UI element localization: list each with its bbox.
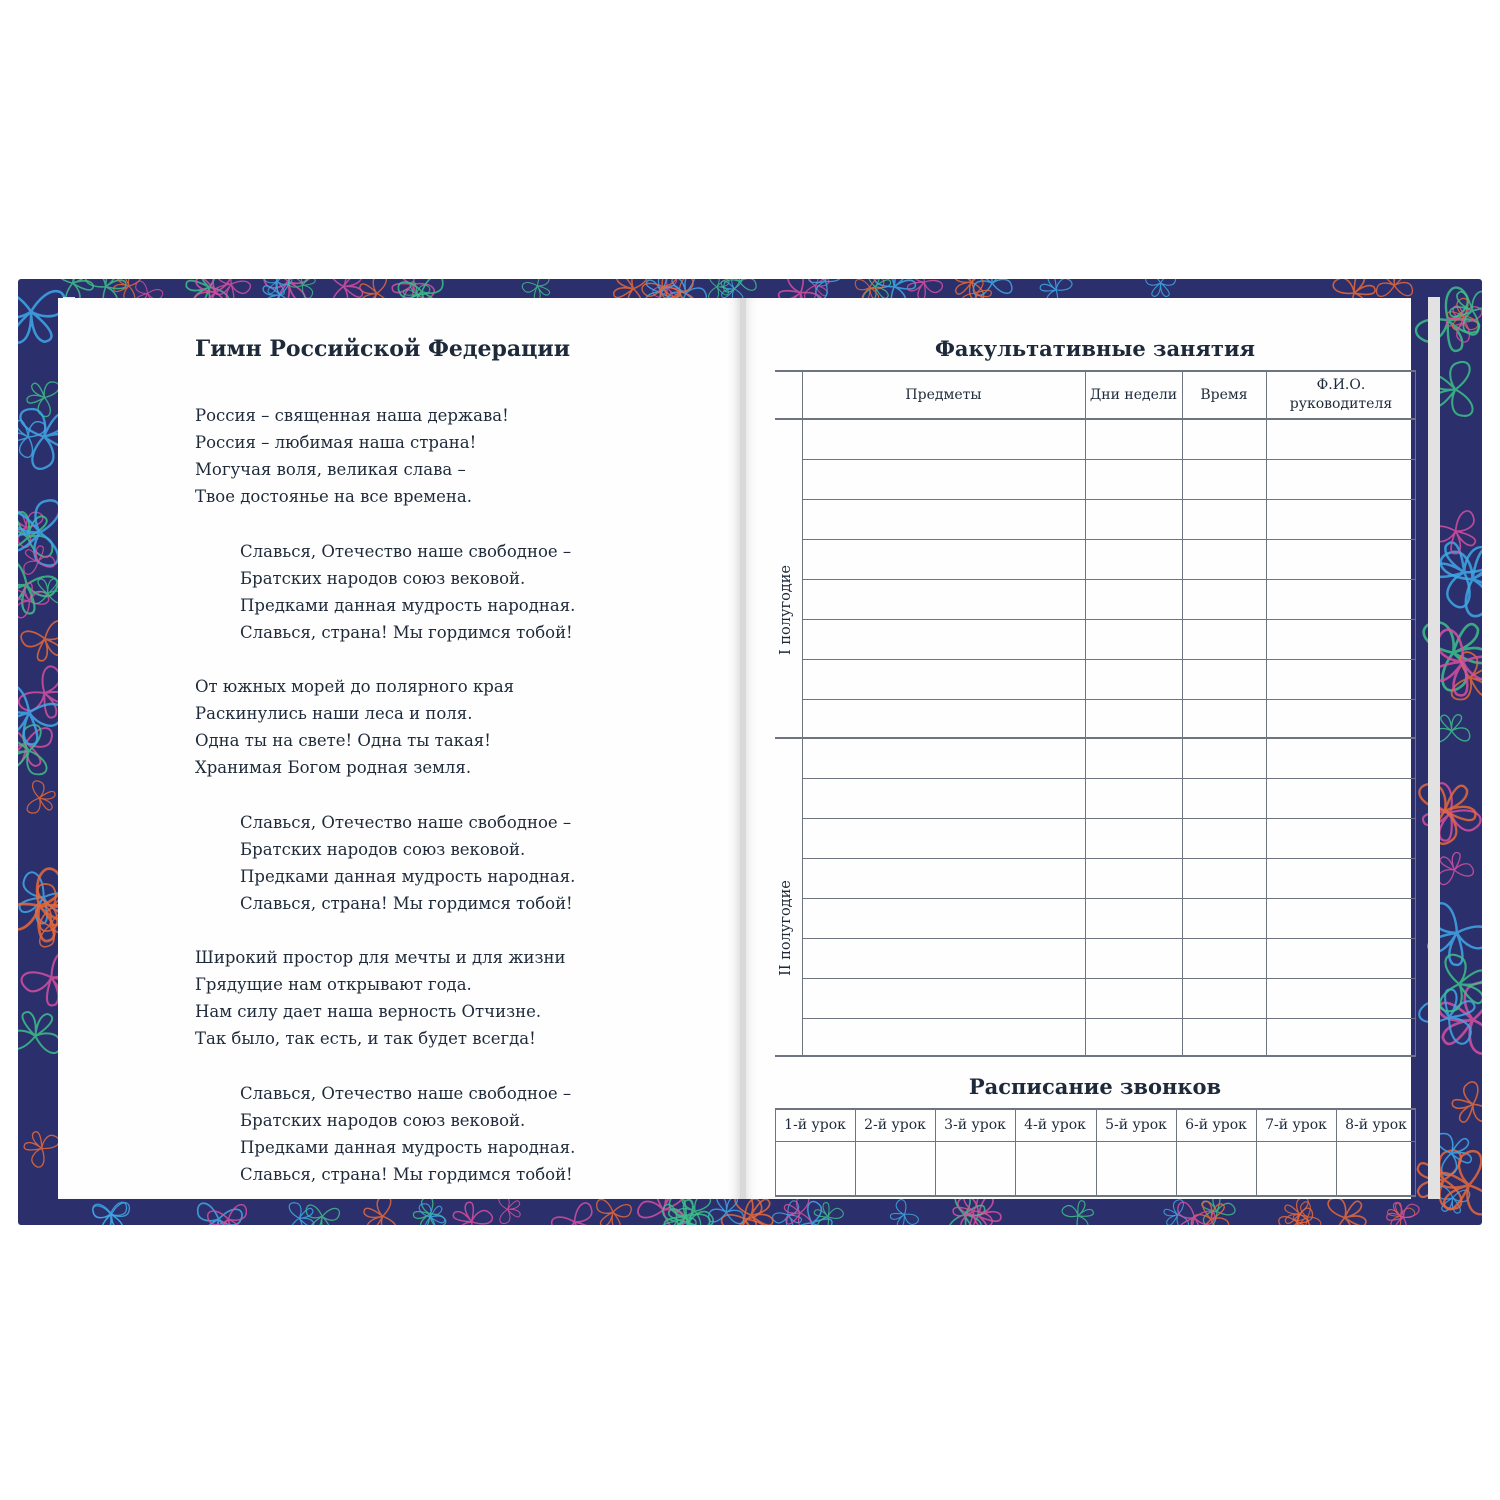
stanza-line: Твое достоянье на все времена. bbox=[195, 487, 472, 506]
butterfly-icon bbox=[550, 1201, 602, 1225]
bell-lesson-label: 7-й урок bbox=[1265, 1117, 1327, 1133]
stanza-line: Так было, так есть, и так будет всегда! bbox=[195, 1029, 536, 1048]
stanza-line: Предками данная мудрость народная. bbox=[240, 1138, 576, 1157]
butterfly-icon bbox=[1447, 1080, 1482, 1131]
stanza-line: Хранимая Богом родная земля. bbox=[195, 758, 472, 777]
bells-title: Расписание звонков bbox=[968, 1074, 1222, 1099]
stanza-line: Грядущие нам открывают года. bbox=[195, 975, 472, 994]
stanza-line: Братских народов союз вековой. bbox=[240, 840, 526, 859]
stanza-line: Братских народов союз вековой. bbox=[240, 1111, 526, 1130]
stanza-line: Нам силу дает наша верность Отчизне. bbox=[195, 1002, 542, 1021]
butterfly-icon bbox=[18, 499, 60, 566]
refrain-stanza bbox=[240, 538, 575, 646]
electives-title: Факультативные занятия bbox=[934, 336, 1256, 361]
table-row-line bbox=[802, 858, 1416, 859]
stanza-line: Славься, Отечество наше свободное – bbox=[240, 1084, 572, 1103]
table-row-line bbox=[802, 938, 1416, 939]
bell-lesson-label: 4-й урок bbox=[1024, 1117, 1086, 1133]
butterfly-icon bbox=[92, 1202, 129, 1225]
table-row-line bbox=[802, 499, 1416, 500]
verse-stanza bbox=[195, 673, 514, 781]
verse-stanza bbox=[195, 944, 566, 1052]
bell-lesson-label: 2-й урок bbox=[864, 1117, 926, 1133]
stanza-line: Славься, Отечество наше свободное – bbox=[240, 542, 572, 561]
butterfly-icon bbox=[885, 1198, 919, 1225]
stanza-line: Россия – священная наша держава! bbox=[195, 406, 509, 425]
electives-table bbox=[775, 370, 1416, 1057]
butterfly-icon bbox=[18, 1010, 63, 1053]
semester-divider bbox=[775, 737, 1416, 739]
table-top-border bbox=[775, 370, 1416, 372]
stanza-line: Одна ты на свете! Одна ты такая! bbox=[195, 731, 491, 750]
butterfly-icon bbox=[499, 1195, 521, 1224]
butterfly-icon bbox=[1289, 1201, 1322, 1225]
butterfly-icon bbox=[1145, 279, 1175, 297]
bell-lesson-label: 5-й урок bbox=[1105, 1117, 1167, 1133]
stanza-line: Славься, страна! Мы гордимся тобой! bbox=[240, 894, 573, 913]
table-row-line bbox=[802, 699, 1416, 700]
butterfly-icon bbox=[18, 1124, 61, 1169]
book-gutter bbox=[740, 298, 746, 1199]
table-row-line bbox=[802, 579, 1416, 580]
header-supervisor bbox=[1266, 376, 1416, 414]
header-days: Дни недели bbox=[1089, 387, 1178, 403]
table-row-line bbox=[802, 978, 1416, 979]
butterfly-icon bbox=[26, 780, 57, 817]
table-row-line bbox=[802, 898, 1416, 899]
butterfly-icon bbox=[361, 1195, 397, 1225]
butterfly-icon bbox=[1376, 279, 1413, 296]
refrain-stanza bbox=[240, 1080, 575, 1188]
semester-1-label: I полугодие bbox=[778, 565, 794, 655]
table-row-line bbox=[802, 659, 1416, 660]
table-column-line bbox=[1085, 370, 1086, 1057]
butterfly-icon bbox=[1414, 900, 1482, 974]
table-row-line bbox=[802, 539, 1416, 540]
anthem-title: Гимн Российской Федерации bbox=[195, 336, 571, 362]
butterfly-icon bbox=[193, 1202, 243, 1225]
bell-lesson-label: 6-й урок bbox=[1185, 1117, 1247, 1133]
butterfly-icon bbox=[304, 1205, 340, 1225]
stanza-line: Могучая воля, великая слава – bbox=[195, 460, 466, 479]
stanza-line: Широкий простор для мечты и для жизни bbox=[195, 948, 566, 967]
table-row-line bbox=[802, 778, 1416, 779]
butterfly-icon bbox=[445, 1196, 494, 1225]
butterfly-icon bbox=[1417, 772, 1482, 846]
table-row-line bbox=[802, 1018, 1416, 1019]
bell-lesson-label: 8-й урок bbox=[1345, 1117, 1407, 1133]
butterfly-icon bbox=[1412, 780, 1482, 851]
stanza-line: Россия – любимая наша страна! bbox=[195, 433, 477, 452]
stanza-line: Предками данная мудрость народная. bbox=[240, 596, 576, 615]
stanza-line: Братских народов союз вековой. bbox=[240, 569, 526, 588]
stanza-line: Славься, страна! Мы гордимся тобой! bbox=[240, 1165, 573, 1184]
table-bottom-border bbox=[775, 1055, 1416, 1057]
stanza-line: От южных морей до полярного края bbox=[195, 677, 515, 696]
table-column-line bbox=[1266, 370, 1267, 1057]
stanza-line: Раскинулись наши леса и поля. bbox=[195, 704, 473, 723]
table-column-line bbox=[1182, 370, 1183, 1057]
stanza-line: Предками данная мудрость народная. bbox=[240, 867, 576, 886]
table-row-line bbox=[802, 818, 1416, 819]
right-page-edge bbox=[1428, 297, 1440, 1199]
header-time: Время bbox=[1200, 387, 1248, 403]
header-supervisor-line1: Ф.И.О. bbox=[1316, 377, 1366, 393]
refrain-stanza bbox=[240, 809, 575, 917]
verse-stanza bbox=[195, 402, 509, 510]
bells-table bbox=[775, 1108, 1416, 1197]
stanza-line: Славься, страна! Мы гордимся тобой! bbox=[240, 623, 573, 642]
butterfly-icon bbox=[1061, 1195, 1100, 1225]
butterfly-icon bbox=[593, 1199, 632, 1225]
butterfly-icon bbox=[23, 375, 60, 418]
butterfly-icon bbox=[972, 279, 1013, 296]
stanza-line: Славься, Отечество наше свободное – bbox=[240, 813, 572, 832]
table-row-line bbox=[802, 459, 1416, 460]
bell-lesson-label: 3-й урок bbox=[944, 1117, 1006, 1133]
table-header-border bbox=[775, 418, 1416, 420]
table-column-line bbox=[1415, 370, 1416, 1057]
butterfly-icon bbox=[18, 724, 47, 779]
semester-2-label: II полугодие bbox=[778, 880, 794, 976]
header-supervisor-line2: руководителя bbox=[1289, 396, 1393, 412]
bell-lesson-label: 1-й урок bbox=[784, 1117, 846, 1133]
table-column-line bbox=[802, 370, 803, 1057]
header-subjects: Предметы bbox=[905, 387, 982, 403]
table-row-line bbox=[802, 619, 1416, 620]
